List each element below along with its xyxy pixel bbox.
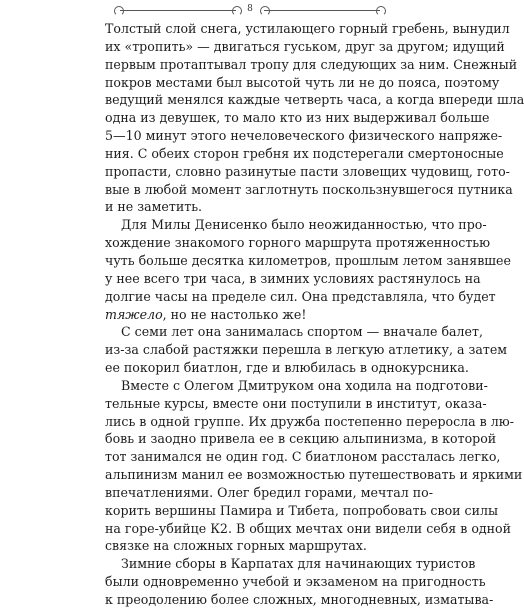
text-line: связке на сложных горных маршрутах. bbox=[105, 538, 367, 554]
text-line: Вместе с Олегом Дмитруком она ходила на подготови- bbox=[121, 377, 488, 393]
page-number: 8 bbox=[247, 4, 253, 14]
text-line: Толстый слой снега, устилающего горный гребень, вынудил bbox=[105, 21, 510, 36]
text-line: у нее всего три часа, в зимних условиях растянулось на bbox=[105, 270, 481, 286]
text-line: С семи лет она занималась спортом — вначале балет, bbox=[121, 324, 483, 340]
ornament-line-right bbox=[264, 10, 380, 11]
body-text bbox=[105, 20, 524, 609]
paragraph bbox=[105, 20, 524, 216]
text-line: тот занимался не один год. С биатлоном рассталась легко, bbox=[105, 449, 501, 465]
text-line: Зимние сборы в Карпатах для начинающих туристов bbox=[121, 556, 476, 572]
text-line: хождение знакомого горного маршрута протяженностью bbox=[105, 235, 491, 251]
text-line: были одновременно учебой и экзаменом на пригодность bbox=[105, 574, 486, 590]
text-line: одна из девушек, то мало кто из них выдерживал больше bbox=[105, 110, 490, 126]
text-line: бовь и заодно привела ее в секцию альпинизма, в которой bbox=[105, 431, 497, 447]
ornament-curl bbox=[260, 6, 270, 16]
text-line: из-за слабой растяжки перешла в легкую атлетику, а затем bbox=[105, 342, 508, 358]
paragraph bbox=[105, 323, 508, 377]
text-line: тяжело, но не настолько же! bbox=[105, 306, 307, 322]
text-line: первым протаптывал тропу для следующих за ним. Снежный bbox=[105, 56, 518, 72]
ornament-curl bbox=[114, 6, 124, 16]
text-line: их «тропить» — двигаться гуськом, друг за другом; идущий bbox=[105, 38, 505, 54]
text-line: вые в любой момент заглотнуть поскользнувшегося путника bbox=[105, 181, 513, 197]
text-line: чуть больше десятка километров, прошлым летом занявшее bbox=[105, 252, 511, 268]
ornament-line-left bbox=[120, 10, 236, 11]
text-line: к преодолению более сложных, многодневных, изматыва- bbox=[105, 592, 494, 607]
paragraph bbox=[105, 377, 523, 555]
text-line: пропасти, словно разинутые пасти зловещих чудовищ, гото- bbox=[105, 163, 510, 179]
text-line: на горе-убийце К2. В общих мечтах они видели себя в одной bbox=[105, 520, 512, 536]
text-line: ведущий менялся каждые четверть часа, а когда впереди шла bbox=[105, 92, 524, 108]
text-line: Для Милы Денисенко было неожиданностью, что про- bbox=[121, 217, 487, 233]
text-line: долгие часы на пределе сил. Она представляла, что будет bbox=[105, 288, 496, 304]
text-line: корить вершины Памира и Тибета, попробовать свои силы bbox=[105, 502, 499, 518]
text-line: 5—10 минут этого нечеловеческого физического напряже- bbox=[105, 128, 503, 144]
ornament-curl bbox=[376, 6, 386, 16]
page-header bbox=[0, 4, 500, 17]
text-line: альпинизм манил ее возможностью путешествовать и яркими bbox=[105, 467, 523, 483]
text-line: впечатлениями. Олег бредил горами, мечтал по- bbox=[105, 484, 433, 500]
text-line: ее покорил биатлон, где и влюбилась в однокурсника. bbox=[105, 360, 469, 376]
paragraph bbox=[105, 555, 494, 609]
text-line: лись в одной группе. Их дружба постепенно переросла в лю- bbox=[105, 413, 514, 429]
paragraph bbox=[105, 216, 511, 323]
text-line: покров местами был высотой чуть ли не до пояса, поэтому bbox=[105, 74, 500, 90]
text-line: тельные курсы, вместе они поступили в институт, оказа- bbox=[105, 395, 487, 411]
text-line: и не заметить. bbox=[105, 199, 203, 215]
text-line: ния. С обеих сторон гребня их подстерегали смертоносные bbox=[105, 145, 504, 161]
